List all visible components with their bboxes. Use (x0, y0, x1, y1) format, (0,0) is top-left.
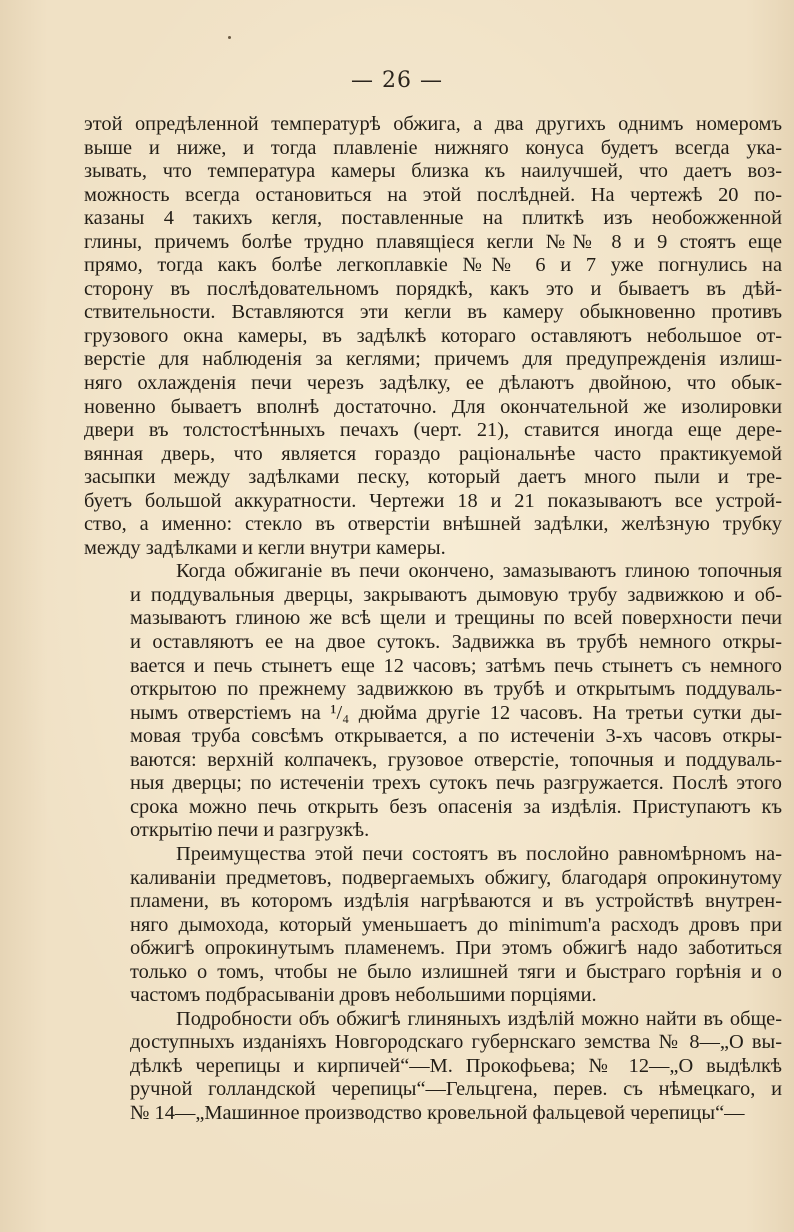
text-line: новенно бываетъ вполнѣ достаточно. Для окончательной же изолировки (84, 395, 782, 418)
text-line: вянная дверь, что является гораздо раціональнѣе часто практикуемой (84, 442, 782, 465)
paragraph (84, 113, 782, 560)
text-line: № 14—„Машинное производство кровельной фальцевой черепицы“— (130, 1101, 745, 1124)
text-line: между задѣлками и кегли внутри камеры. (84, 536, 446, 559)
text-line: ство, а именно: стекло въ отверстіи внѣшней задѣлки, желѣзную трубку (84, 513, 782, 536)
text-line: пламени, въ которомъ издѣлія нагрѣваются и въ устройствѣ внутрен- (130, 890, 782, 913)
text-line: открытію печи и разгрузкѣ. (130, 819, 370, 842)
text-line: ручной голландской черепицы“—Гельцгена, перев. съ нѣмецкаго, и (130, 1078, 782, 1101)
text-line: каливаніи предметовъ, подвергаемыхъ обжигу, благодаря опрокинутому (130, 866, 782, 889)
paragraph (84, 1008, 782, 1126)
text-line: ныя дверцы; по истеченіи трехъ сутокъ печь разгружается. Послѣ этого (130, 772, 782, 795)
text-line: Когда обжиганіе въ печи окончено, замазываютъ глиною топочныя (176, 560, 782, 583)
text-line: грузового окна камеры, въ задѣлкѣ котораго оставляютъ небольшое от- (84, 324, 782, 347)
paragraph (84, 560, 782, 843)
text-line: двери въ толстостѣнныхъ печахъ (черт. 21), ставится иногда еще дере- (84, 419, 782, 442)
text-line: Преимущества этой печи состоятъ въ послойно равномѣрномъ на- (176, 842, 782, 865)
text-line: прямо, тогда какъ болѣе легкоплавкіе №№ 6 и 7 уже погнулись на (84, 254, 782, 277)
text-line: выше и ниже, и тогда плавленіе нижняго конуса будетъ всегда ука- (84, 136, 782, 159)
text-line: ваются: верхній колпачекъ, грузовое отверстіе, топочныя и поддуваль- (130, 748, 782, 771)
text-line: зывать, что температура камеры близка къ наилучшей, что даетъ воз- (84, 160, 782, 183)
text-line: открытою по прежнему задвижкою въ трубѣ и открытымъ поддуваль- (130, 678, 782, 701)
text-line: засыпки между задѣлками песку, который даетъ много пыли и тре- (84, 466, 782, 489)
body-text (84, 113, 782, 1126)
text-line: срока можно печь открыть безъ опасенія за издѣлія. Приступаютъ къ (130, 795, 782, 818)
text-line: сторону въ послѣдовательномъ порядкѣ, какъ это и бываетъ въ дѣй- (84, 277, 782, 300)
text-line: частомъ подбрасываніи дровъ небольшими порціями. (130, 984, 597, 1007)
paper-speck (228, 36, 231, 39)
text-line: вается и печь стынетъ еще 12 часовъ; затѣмъ печь стынетъ съ немного (130, 654, 782, 677)
text-line: обжигѣ опрокинутымъ пламенемъ. При этомъ обжигѣ надо заботиться (130, 937, 782, 960)
text-line: дѣлкѣ черепицы и кирпичей“—М. Прокофьева; № 12—„О выдѣлкѣ (130, 1054, 782, 1077)
text-line: казаны 4 такихъ кегля, поставленные на плиткѣ изъ необожженной (84, 207, 782, 230)
text-line: мазываютъ глиною же всѣ щели и трещины по всей поверхности печи (130, 607, 782, 630)
text-line: верстіе для наблюденія за кеглями; причемъ для предупрежденія излиш- (84, 348, 782, 371)
text-line: нымъ отверстіемъ на ¹/₄ дюйма другіе 12 часовъ. На третьи сутки ды- (130, 701, 782, 724)
text-line: и оставляютъ ее на двое сутокъ. Задвижка въ трубѣ немного откры- (130, 631, 782, 654)
text-line: и поддувальныя дверцы, закрываютъ дымовую трубу задвижкою и об- (130, 583, 782, 606)
text-line: глины, причемъ болѣе трудно плавящіеся кегли №№ 8 и 9 стоятъ еще (84, 230, 782, 253)
text-line: няго дымохода, который уменьшаетъ до minimum'a расходъ дровъ при (130, 913, 782, 936)
text-line: буетъ большой аккуратности. Чертежи 18 и 21 показываютъ все устрой- (84, 489, 782, 512)
page-number: — 26 — (351, 68, 443, 93)
text-line: этой опредѣленной температурѣ обжига, а два другихъ однимъ номеромъ (84, 113, 782, 135)
text-line: только о томъ, чтобы не было излишней тяги и быстраго горѣнія и о (130, 960, 782, 983)
paragraph (84, 843, 782, 1008)
text-line: ствительности. Вставляются эти кегли въ камеру обыкновенно противъ (84, 301, 782, 324)
text-line: можность всегда остановиться на этой послѣдней. На чертежѣ 20 по- (84, 183, 782, 206)
text-line: доступныхъ изданіяхъ Новгородскаго губернскаго земства № 8—„О вы- (130, 1031, 782, 1054)
text-line: Подробности объ обжигѣ глиняныхъ издѣлій можно найти въ обще- (176, 1007, 782, 1030)
text-line: няго охлажденія печи черезъ задѣлку, ее дѣлаютъ двойною, что обык- (84, 372, 782, 395)
text-line: мовая труба совсѣмъ открывается, а по истеченіи 3-хъ часовъ откры- (130, 725, 782, 748)
